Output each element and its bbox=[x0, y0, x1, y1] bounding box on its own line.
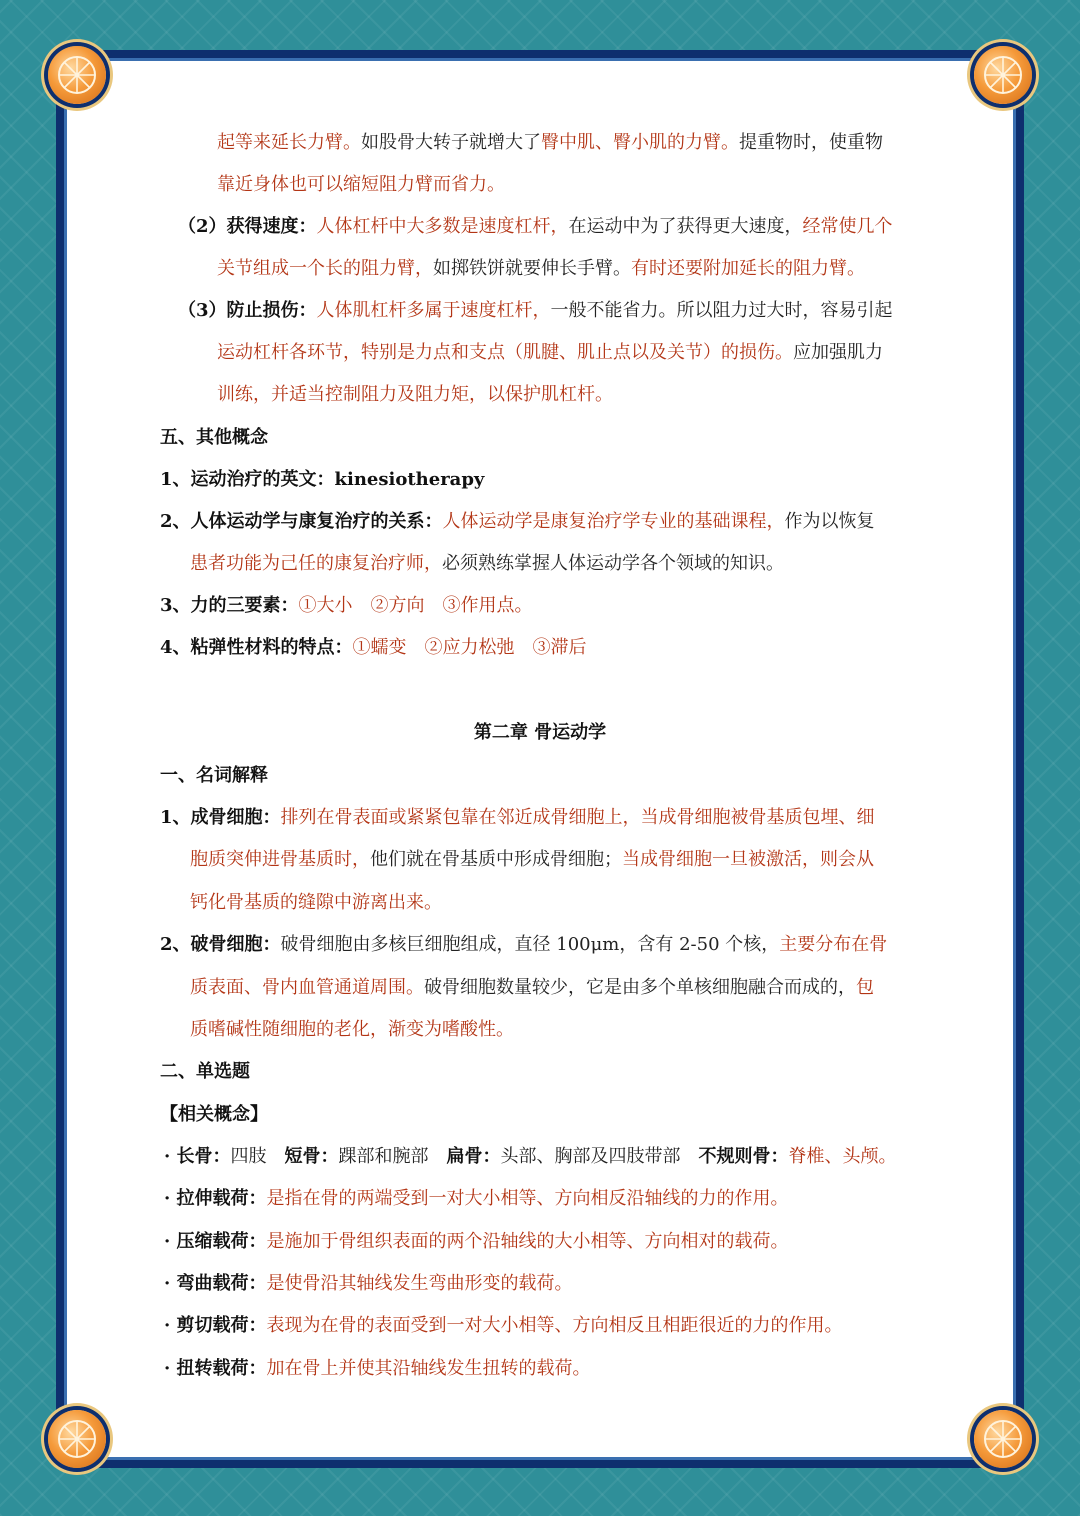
text-run: 经常使几个 bbox=[802, 216, 893, 237]
text-run: ①蠕变 ②应力松弛 ③滞后 bbox=[352, 637, 587, 658]
text-line bbox=[190, 552, 784, 576]
text-run: 【相关概念】 bbox=[160, 1104, 268, 1125]
text-run: 头部、胸部及四肢带部 bbox=[500, 1146, 699, 1167]
text-run: 包 bbox=[856, 977, 874, 998]
text-run: 不规则骨： bbox=[698, 1146, 789, 1167]
text-line bbox=[160, 594, 533, 618]
text-run: 患者功能为己任的康复治疗师， bbox=[190, 553, 442, 574]
section-heading bbox=[160, 426, 268, 450]
text-run: 排列在骨表面或紧紧包靠在邻近成骨细胞上， bbox=[280, 807, 641, 828]
text-line bbox=[160, 806, 875, 830]
text-run: 二、单选题 bbox=[160, 1061, 250, 1082]
text-run: 当成骨细胞一旦被激活，则会从 bbox=[622, 849, 874, 870]
text-run: 脊椎、头颅。 bbox=[788, 1146, 897, 1167]
text-line bbox=[217, 257, 865, 281]
text-run: 质嗜碱性随细胞的老化，渐变为嗜酸性。 bbox=[190, 1019, 514, 1040]
text-run: 破骨细胞由多核巨细胞组成，直径 100μm，含有 2-50 个核， bbox=[280, 934, 780, 955]
text-run: 如股骨大转子就增大了 bbox=[361, 132, 541, 153]
list-item bbox=[164, 1357, 591, 1381]
text-run: 特别是力点和支点（肌腱、肌止点以及关节）的损伤。 bbox=[361, 342, 793, 363]
text-line bbox=[160, 510, 875, 534]
text-run: 四肢 bbox=[230, 1146, 285, 1167]
text-run: · 压缩载荷： bbox=[164, 1231, 267, 1252]
list-item bbox=[164, 1272, 573, 1296]
text-run: 他们就在骨基质中形成骨细胞； bbox=[370, 849, 622, 870]
text-run: 运动杠杆各环节， bbox=[217, 342, 361, 363]
text-run: 2、破骨细胞： bbox=[160, 934, 281, 955]
text-run: 关节组成一个长的阻力臂， bbox=[217, 258, 433, 279]
section-heading bbox=[160, 1060, 250, 1084]
text-line bbox=[217, 173, 505, 197]
text-run: 钙化骨基质的缝隙中游离出来。 bbox=[190, 892, 442, 913]
text-line bbox=[190, 976, 874, 1000]
text-line bbox=[160, 933, 887, 957]
text-run: · 长骨： bbox=[164, 1146, 231, 1167]
text-run: 靠近身体也可以缩短阻力臂而省力。 bbox=[217, 174, 505, 195]
text-run: 一般不能省力。所以阻力过大时，容易引起 bbox=[550, 300, 893, 321]
text-run: 人体杠杆中大多数是速度杠杆， bbox=[316, 216, 569, 237]
text-line bbox=[190, 848, 874, 872]
text-run: 胞质突伸进骨基质时， bbox=[190, 849, 370, 870]
text-line bbox=[190, 1018, 514, 1042]
text-run: 提重物时，使重物 bbox=[739, 132, 883, 153]
chapter-title bbox=[0, 721, 1080, 745]
text-run: 主要分布在骨 bbox=[779, 934, 888, 955]
text-run: · 扭转载荷： bbox=[164, 1358, 267, 1379]
text-run: （2）获得速度： bbox=[178, 216, 317, 237]
text-run: · 剪切载荷： bbox=[164, 1315, 267, 1336]
text-run: 如掷铁饼就要伸长手臂。 bbox=[433, 258, 631, 279]
text-run: 起等来延长力臂。 bbox=[217, 132, 361, 153]
list-item bbox=[164, 1145, 897, 1169]
text-run: ①大小 ②方向 ③作用点。 bbox=[298, 595, 533, 616]
text-run: 是指在骨的两端受到一对大小相等、方向相反沿轴线的力的作用。 bbox=[266, 1188, 789, 1209]
text-run: 4、粘弹性材料的特点： bbox=[160, 637, 353, 658]
text-line bbox=[160, 468, 484, 492]
list-item bbox=[164, 1230, 789, 1254]
text-line bbox=[190, 891, 442, 915]
text-line bbox=[217, 131, 883, 155]
text-run: 臀中肌、臀小肌的力臂。 bbox=[541, 132, 739, 153]
text-run: 2、人体运动学与康复治疗的关系： bbox=[160, 511, 443, 532]
text-run: 一、名词解释 bbox=[160, 765, 268, 786]
text-run: 3、力的三要素： bbox=[160, 595, 299, 616]
list-item bbox=[164, 1314, 843, 1338]
text-run: 第二章 骨运动学 bbox=[473, 722, 607, 743]
text-run: 训练，并适当控制阻力及阻力矩，以保护肌杠杆。 bbox=[217, 384, 613, 405]
text-run: 五、其他概念 bbox=[160, 427, 268, 448]
text-run: 当成骨细胞被骨基质包埋、细 bbox=[640, 807, 875, 828]
text-line bbox=[217, 341, 883, 365]
text-run: 短骨： bbox=[284, 1146, 339, 1167]
text-run: 是使骨沿其轴线发生弯曲形变的载荷。 bbox=[266, 1273, 573, 1294]
text-run: · 拉伸载荷： bbox=[164, 1188, 267, 1209]
text-run: 在运动中为了获得更大速度， bbox=[568, 216, 803, 237]
section-heading bbox=[160, 764, 268, 788]
text-run: 踝部和腕部 bbox=[338, 1146, 447, 1167]
text-run: 质表面、骨内血管通道周围。 bbox=[190, 977, 424, 998]
text-run: （3）防止损伤： bbox=[178, 300, 317, 321]
text-run: · 弯曲载荷： bbox=[164, 1273, 267, 1294]
list-item bbox=[164, 1187, 789, 1211]
text-run: 表现为在骨的表面受到一对大小相等、方向相反且相距很近的力的作用。 bbox=[266, 1315, 843, 1336]
text-run: 1、成骨细胞： bbox=[160, 807, 281, 828]
text-line bbox=[178, 215, 893, 239]
text-line bbox=[217, 383, 613, 407]
text-run: 扁骨： bbox=[446, 1146, 501, 1167]
text-run: 应加强肌力 bbox=[793, 342, 883, 363]
text-run: 破骨细胞数量较少，它是由多个单核细胞融合而成的， bbox=[424, 977, 856, 998]
subheading bbox=[160, 1103, 268, 1127]
text-run: 作为以恢复 bbox=[784, 511, 875, 532]
text-run: 人体肌杠杆多属于速度杠杆， bbox=[316, 300, 551, 321]
text-run: 人体运动学是康复治疗学专业的基础课程， bbox=[442, 511, 785, 532]
text-run: 是施加于骨组织表面的两个沿轴线的大小相等、方向相对的载荷。 bbox=[266, 1231, 789, 1252]
text-run: 必须熟练掌握人体运动学各个领域的知识。 bbox=[442, 553, 784, 574]
text-run: 加在骨上并使其沿轴线发生扭转的载荷。 bbox=[266, 1358, 591, 1379]
text-line bbox=[160, 636, 587, 660]
text-line bbox=[178, 299, 893, 323]
text-run: 1、运动治疗的英文：kinesiotherapy bbox=[160, 469, 485, 490]
text-run: 有时还要附加延长的阻力臂。 bbox=[631, 258, 865, 279]
